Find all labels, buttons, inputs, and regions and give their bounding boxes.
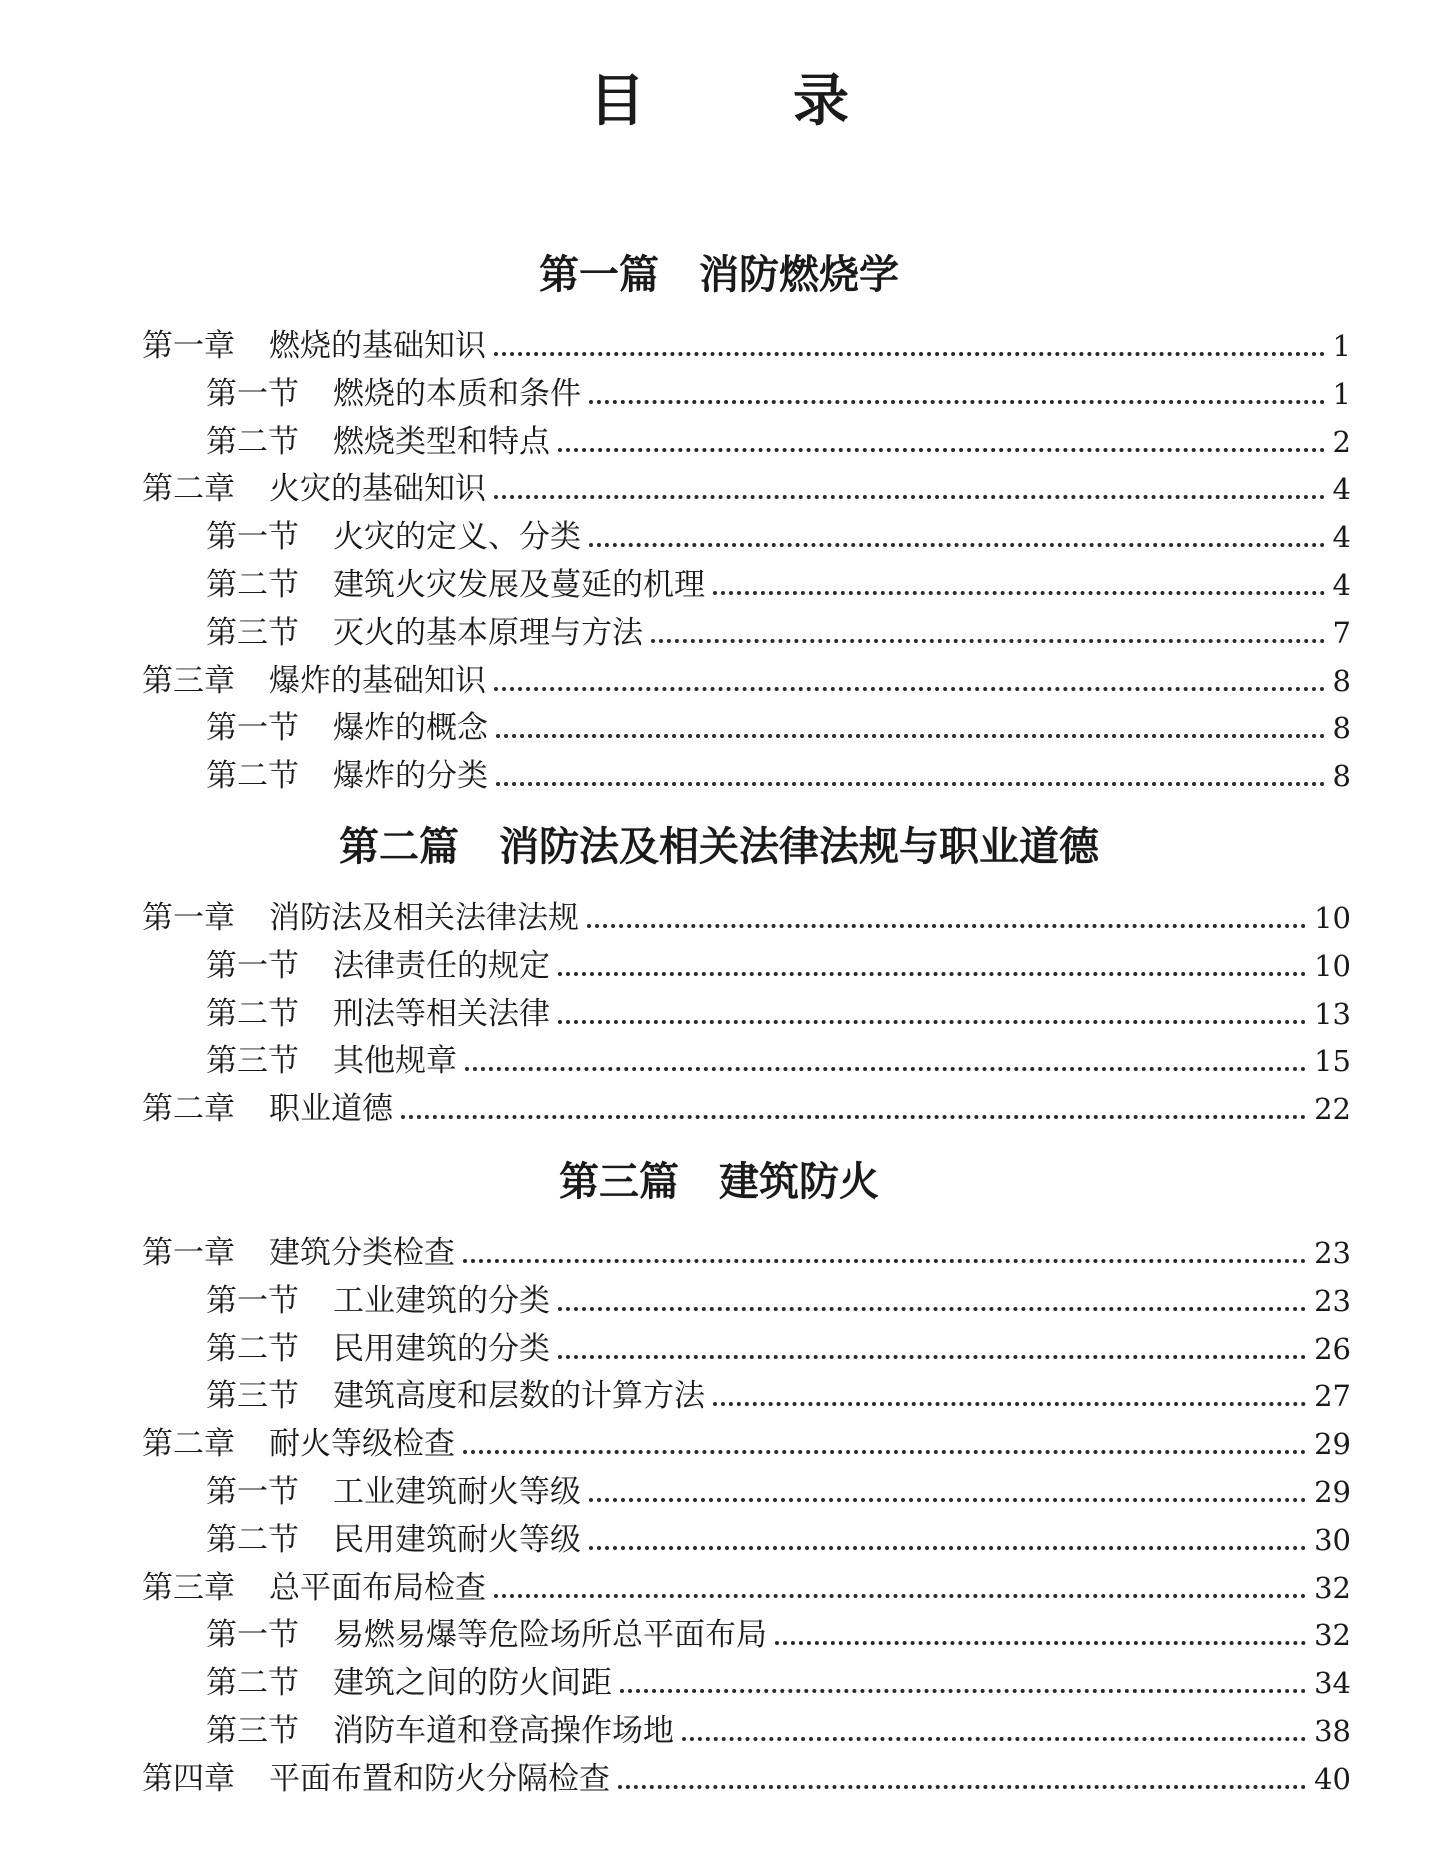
entry-title: 燃烧的本质和条件 <box>333 376 581 412</box>
entry-title: 平面布置和防火分隔检查 <box>269 1761 610 1797</box>
dot-leader <box>494 352 1325 356</box>
entry-page-number: 22 <box>1314 1092 1351 1126</box>
entry-number: 第二章 <box>142 471 235 507</box>
entry-page-number: 10 <box>1314 901 1351 935</box>
part-label: 第一篇 <box>539 252 659 298</box>
entry-number: 第一章 <box>142 1235 235 1271</box>
entry-page-number: 1 <box>1332 377 1351 411</box>
entry-title: 民用建筑的分类 <box>333 1331 550 1367</box>
entry-title: 灭火的基本原理与方法 <box>333 615 643 651</box>
toc-entry-section[interactable] <box>206 1612 1351 1654</box>
entry-number: 第一章 <box>142 900 235 936</box>
dot-leader <box>558 972 1306 976</box>
toc-entry-section[interactable] <box>206 1326 1351 1368</box>
dot-leader <box>589 1546 1306 1550</box>
toc-title: 目 录 <box>589 69 895 134</box>
dot-leader <box>494 687 1325 691</box>
dot-leader <box>465 1067 1306 1071</box>
entry-title: 建筑火灾发展及蔓延的机理 <box>333 567 705 603</box>
entry-title: 火灾的基础知识 <box>269 471 486 507</box>
entry-title: 建筑之间的防火间距 <box>333 1665 612 1701</box>
entry-title: 爆炸的基础知识 <box>269 663 486 699</box>
toc-entry-section[interactable] <box>206 943 1351 985</box>
toc-entry-chapter[interactable] <box>142 1756 1351 1798</box>
dot-leader <box>618 1785 1306 1789</box>
entry-page-number: 27 <box>1314 1379 1351 1413</box>
entry-page-number: 30 <box>1314 1523 1351 1557</box>
toc-entry-section[interactable] <box>206 1278 1351 1320</box>
entry-page-number: 1 <box>1332 329 1351 363</box>
part-title: 建筑防火 <box>719 1159 879 1205</box>
dot-leader <box>401 1115 1306 1119</box>
toc-entry-section[interactable] <box>206 371 1351 413</box>
entry-title: 消防车道和登高操作场地 <box>333 1713 674 1749</box>
entry-title: 燃烧的基础知识 <box>269 328 486 364</box>
dot-leader <box>713 591 1325 595</box>
dot-leader <box>463 1259 1306 1263</box>
part-heading <box>0 250 1438 300</box>
entry-number: 第二章 <box>142 1426 235 1462</box>
entry-page-number: 10 <box>1314 949 1351 983</box>
entry-page-number: 29 <box>1314 1427 1351 1461</box>
part-heading <box>0 1157 1438 1207</box>
toc-entry-section[interactable] <box>206 610 1351 652</box>
toc-entry-chapter[interactable] <box>142 1086 1351 1128</box>
entry-page-number: 4 <box>1332 472 1351 506</box>
entry-number: 第二节 <box>206 1331 299 1367</box>
entry-number: 第一节 <box>206 948 299 984</box>
entry-title: 火灾的定义、分类 <box>333 519 581 555</box>
entry-title: 职业道德 <box>269 1091 393 1127</box>
toc-entry-chapter[interactable] <box>142 323 1351 365</box>
entry-title: 工业建筑的分类 <box>333 1283 550 1319</box>
dot-leader <box>713 1402 1306 1406</box>
dot-leader <box>620 1689 1306 1693</box>
entry-title: 爆炸的概念 <box>333 710 488 746</box>
entry-number: 第二节 <box>206 1665 299 1701</box>
entry-page-number: 40 <box>1314 1762 1351 1796</box>
entry-number: 第一章 <box>142 328 235 364</box>
entry-title: 消防法及相关法律法规 <box>269 900 579 936</box>
entry-title: 刑法等相关法律 <box>333 996 550 1032</box>
entry-page-number: 4 <box>1332 520 1351 554</box>
entry-title: 建筑高度和层数的计算方法 <box>333 1378 705 1414</box>
toc-entry-section[interactable] <box>206 1708 1351 1750</box>
dot-leader <box>496 734 1325 738</box>
entry-number: 第一节 <box>206 376 299 412</box>
toc-entry-section[interactable] <box>206 1469 1351 1511</box>
entry-number: 第一节 <box>206 1617 299 1653</box>
entry-number: 第二节 <box>206 996 299 1032</box>
entry-title: 爆炸的分类 <box>333 758 488 794</box>
entry-page-number: 8 <box>1332 711 1351 745</box>
dot-leader <box>775 1641 1306 1645</box>
entry-title: 工业建筑耐火等级 <box>333 1474 581 1510</box>
dot-leader <box>589 400 1325 404</box>
entry-page-number: 34 <box>1314 1666 1351 1700</box>
toc-entry-chapter[interactable] <box>142 658 1351 700</box>
entry-page-number: 2 <box>1332 425 1351 459</box>
dot-leader <box>558 1020 1306 1024</box>
entry-page-number: 29 <box>1314 1475 1351 1509</box>
part-label: 第二篇 <box>339 824 459 870</box>
entry-title: 易燃易爆等危险场所总平面布局 <box>333 1617 767 1653</box>
entry-page-number: 26 <box>1314 1332 1351 1366</box>
entry-page-number: 8 <box>1332 759 1351 793</box>
entry-number: 第二节 <box>206 567 299 603</box>
entry-page-number: 32 <box>1314 1618 1351 1652</box>
dot-leader <box>496 782 1325 786</box>
entry-title: 法律责任的规定 <box>333 948 550 984</box>
entry-number: 第三章 <box>142 1570 235 1606</box>
toc-entry-section[interactable] <box>206 419 1351 461</box>
entry-number: 第一节 <box>206 519 299 555</box>
entry-title: 燃烧类型和特点 <box>333 424 550 460</box>
dot-leader <box>558 448 1325 452</box>
entry-page-number: 7 <box>1332 616 1351 650</box>
entry-page-number: 8 <box>1332 664 1351 698</box>
toc-entry-section[interactable] <box>206 1517 1351 1559</box>
entry-title: 其他规章 <box>333 1043 457 1079</box>
entry-number: 第二节 <box>206 424 299 460</box>
entry-title: 民用建筑耐火等级 <box>333 1522 581 1558</box>
entry-page-number: 23 <box>1314 1236 1351 1270</box>
toc-entry-section[interactable] <box>206 562 1351 604</box>
entry-page-number: 32 <box>1314 1571 1351 1605</box>
dot-leader <box>494 1594 1306 1598</box>
entry-title: 总平面布局检查 <box>269 1570 486 1606</box>
part-title: 消防法及相关法律法规与职业道德 <box>499 824 1099 870</box>
entry-number: 第二章 <box>142 1091 235 1127</box>
toc-entry-chapter[interactable] <box>142 1565 1351 1607</box>
toc-entry-section[interactable] <box>206 1660 1351 1702</box>
entry-number: 第三节 <box>206 1378 299 1414</box>
entry-page-number: 13 <box>1314 997 1351 1031</box>
entry-page-number: 23 <box>1314 1284 1351 1318</box>
dot-leader <box>558 1355 1306 1359</box>
entry-number: 第一节 <box>206 1474 299 1510</box>
toc-entry-section[interactable] <box>206 705 1351 747</box>
toc-entry-chapter[interactable] <box>142 466 1351 508</box>
entry-page-number: 15 <box>1314 1044 1351 1078</box>
entry-number: 第四章 <box>142 1761 235 1797</box>
entry-title: 耐火等级检查 <box>269 1426 455 1462</box>
entry-number: 第三节 <box>206 615 299 651</box>
toc-entry-section[interactable] <box>206 1038 1351 1080</box>
dot-leader <box>587 924 1306 928</box>
entry-number: 第二节 <box>206 1522 299 1558</box>
dot-leader <box>589 543 1325 547</box>
toc-entry-chapter[interactable] <box>142 1421 1351 1463</box>
toc-entry-section[interactable] <box>206 753 1351 795</box>
dot-leader <box>494 495 1325 499</box>
dot-leader <box>682 1737 1306 1741</box>
part-title: 消防燃烧学 <box>699 252 899 298</box>
dot-leader <box>589 1498 1306 1502</box>
toc-entry-section[interactable] <box>206 1373 1351 1415</box>
dot-leader <box>463 1450 1306 1454</box>
entry-number: 第三章 <box>142 663 235 699</box>
dot-leader <box>651 639 1325 643</box>
entry-number: 第一节 <box>206 1283 299 1319</box>
entry-page-number: 4 <box>1332 568 1351 602</box>
toc-entry-section[interactable] <box>206 514 1351 556</box>
entry-number: 第一节 <box>206 710 299 746</box>
dot-leader <box>558 1307 1306 1311</box>
part-heading <box>0 822 1438 872</box>
toc-entry-chapter[interactable] <box>142 1230 1351 1272</box>
entry-title: 建筑分类检查 <box>269 1235 455 1271</box>
entry-number: 第三节 <box>206 1043 299 1079</box>
part-label: 第三篇 <box>559 1159 679 1205</box>
entry-number: 第三节 <box>206 1713 299 1749</box>
entry-number: 第二节 <box>206 758 299 794</box>
entry-page-number: 38 <box>1314 1714 1351 1748</box>
toc-entry-chapter[interactable] <box>142 895 1351 937</box>
toc-entry-section[interactable] <box>206 991 1351 1033</box>
